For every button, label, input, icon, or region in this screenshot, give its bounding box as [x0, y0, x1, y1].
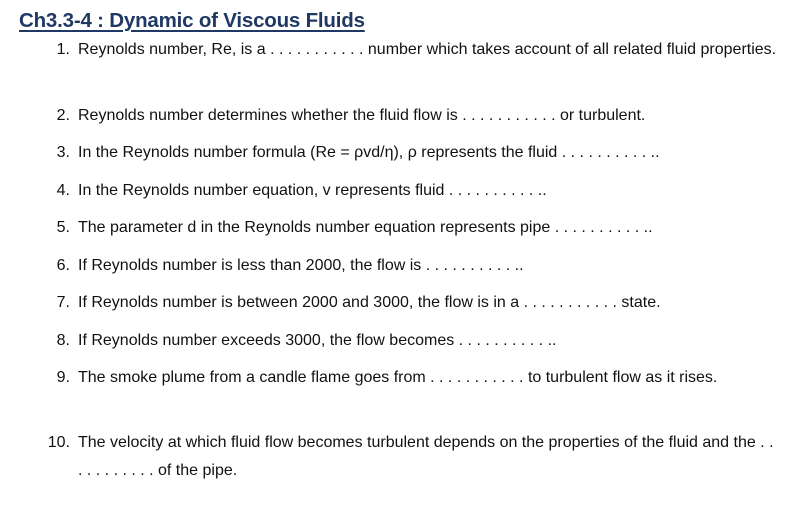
- question-text: If Reynolds number is less than 2000, the flow is . . . . . . . . . . ..: [78, 257, 524, 274]
- question-text: Reynolds number, Re, is a . . . . . . . . . . . number which takes account of all related fluid properties.: [78, 41, 777, 58]
- question-number: 2.: [56, 107, 70, 124]
- question-text: The velocity at which fluid flow becomes turbulent depends on the properties of the fluid and the . . . . . . . . . . . of the pipe.: [78, 434, 774, 479]
- question-number: 9.: [56, 369, 70, 386]
- question-number: 1.: [56, 41, 70, 58]
- question-text: The parameter d in the Reynolds number equation represents pipe . . . . . . . . . . ..: [78, 219, 653, 236]
- question-text: In the Reynolds number equation, v represents fluid . . . . . . . . . . ..: [78, 182, 547, 199]
- question-number: 7.: [56, 294, 70, 311]
- question-number: 8.: [56, 332, 70, 349]
- question-number: 3.: [56, 144, 70, 161]
- question-number: 10.: [47, 434, 70, 451]
- question-text: The smoke plume from a candle flame goes from . . . . . . . . . . . to turbulent flow as it rises.: [78, 369, 718, 386]
- question-text: In the Reynolds number formula (Re = ρvd/η), ρ represents the fluid . . . . . . . . . . ..: [78, 144, 660, 161]
- question-number: 5.: [56, 219, 70, 236]
- question-number: 4.: [56, 182, 70, 199]
- question-text: Reynolds number determines whether the fluid flow is . . . . . . . . . . . or turbulent.: [78, 107, 646, 124]
- question-text: If Reynolds number exceeds 3000, the flow becomes . . . . . . . . . . ..: [78, 332, 557, 349]
- question-number: 6.: [56, 257, 70, 274]
- question-text: If Reynolds number is between 2000 and 3000, the flow is in a . . . . . . . . . . . state.: [78, 294, 661, 311]
- page-title: Ch3.3-4 : Dynamic of Viscous Fluids: [19, 9, 365, 32]
